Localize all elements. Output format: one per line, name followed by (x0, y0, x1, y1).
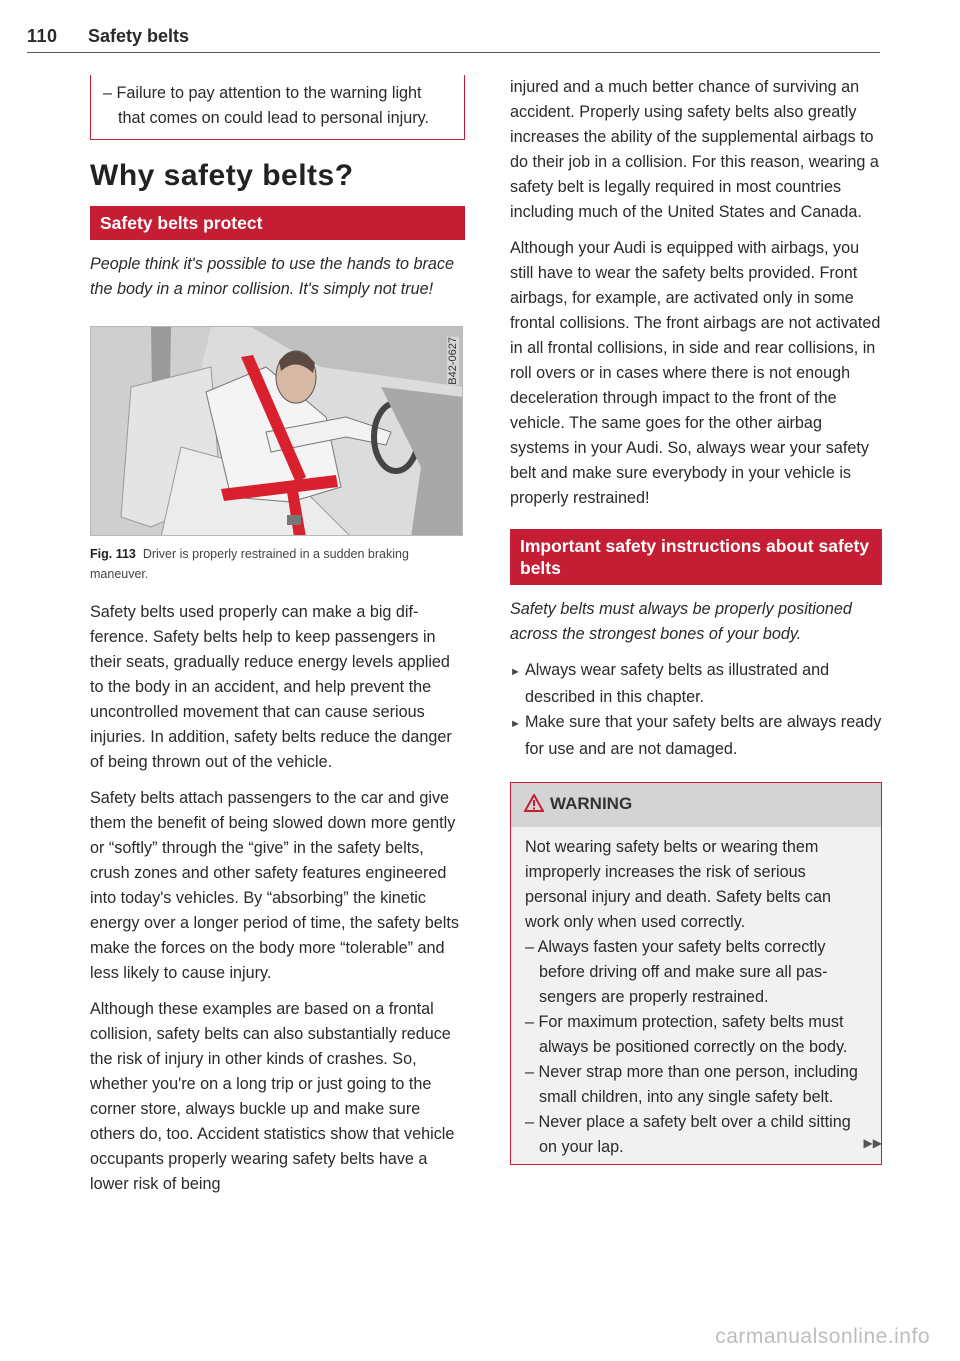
note-box (90, 75, 465, 140)
bullet-item: ► Make sure that your safety belts are always ready for use and are not damaged. (510, 713, 882, 758)
figure-caption-text: Driver is properly restrained in a sudden braking maneuver. (90, 547, 409, 581)
page-header (27, 22, 880, 53)
left-column (90, 75, 465, 1208)
figure-caption (90, 544, 465, 584)
figure-code: B42-0627 (447, 337, 459, 385)
warning-item: – Never place a safety belt over a child sitting on your lap. (525, 1113, 851, 1156)
watermark: carmanualsonline.info (715, 1325, 930, 1348)
page-number: 110 (27, 26, 58, 46)
subsection-band-instructions: Important safety instructions about safety belts (510, 529, 882, 585)
right-column (510, 75, 882, 1165)
continue-arrow-icon: ▶▶ (863, 1136, 882, 1150)
bullet-arrow-icon: ► (510, 718, 521, 730)
body-paragraph: Safety belts used properly can make a big difference. Safety belts help to keep passengers in their seats, gradually reduce energy levels applied to the body in an accident, and help prevent the uncontrolled movement that can cause serious injuries. In addition, safety belts reduce the danger of being thrown out of the vehicle. (90, 603, 452, 771)
body-paragraph: Safety belts attach passengers to the car and give them the benefit of being slowed down more gently or “softly” through the “give” in the safety belts, crush zones and other safety features engineered into today's vehicles. By “absorbing” the kinetic energy over a longer period of time, the safety belts make the forces on the body more “tolerable” and less likely to cause injury. (90, 789, 459, 982)
section-title: Safety belts (88, 26, 190, 46)
warning-title: WARNING (550, 794, 633, 813)
bullet-arrow-icon: ► (510, 666, 521, 678)
figure-driver-illustration (90, 326, 463, 536)
warning-item: – Never strap more than one person, including small children, into any single safety belt. (525, 1063, 858, 1106)
figure-label: Fig. 113 (90, 547, 136, 561)
warning-text: Not wearing safety belts or wearing them improperly increases the risk of serious personal injury and death. Safety belts can work only when used correctly. (525, 838, 831, 931)
body-paragraph: injured and a much better chance of surviving an accident. Properly using safety belts also greatly increases the ability of the supplemental airbags to do their job in a collision. For this reason, wearing a safety belt is legally required in most countries including much of the United States and Canada. (510, 78, 879, 221)
intro-text: Safety belts must always be properly positioned across the strongest bones of your body. (510, 600, 852, 643)
warning-item: – For maximum protection, safety belts must always be positioned correctly on the body. (525, 1013, 848, 1056)
body-paragraph: Although these examples are based on a frontal collision, safety belts can also substantially reduce the risk of injury in other kinds of crashes. So, whether you're on a long trip or just going to the corner store, always buckle up and make sure others do, too. Accident statistics show that vehicle occupants properly wearing safety belts have a lower risk of being (90, 1000, 455, 1193)
bullet-item: ► Always wear safety belts as illustrated and described in this chapter. (510, 661, 830, 706)
warning-item: – Always fasten your safety belts correctly before driving off and make sure all passengers are properly restrained. (525, 938, 828, 1006)
page-heading: Why safety belts? (90, 159, 354, 192)
driver-illustration (91, 327, 463, 536)
body-paragraph: Although your Audi is equipped with airbags, you still have to wear the safety belts provided. Front airbags, for example, are activated only in some frontal collisions. The front airbags are not activated in all frontal collisions, in side and rear collisions, in roll overs or in cases where there is not enough deceleration through impact to the front of the vehicle. The same goes for the other airbag systems in your Audi. So, always wear your safety belt and make sure everybody in your vehicle is properly restrained! (510, 239, 881, 507)
warning-box (510, 782, 882, 1165)
warning-header (511, 783, 881, 827)
warning-triangle-icon (524, 794, 544, 812)
note-text: – Failure to pay attention to the warning light that comes on could lead to personal injury. (103, 84, 430, 127)
warning-body (511, 827, 881, 1164)
intro-text: People think it's possible to use the hands to brace the body in a minor collision. It's simply not true! (90, 255, 454, 298)
subsection-band-protect: Safety belts protect (90, 206, 465, 240)
